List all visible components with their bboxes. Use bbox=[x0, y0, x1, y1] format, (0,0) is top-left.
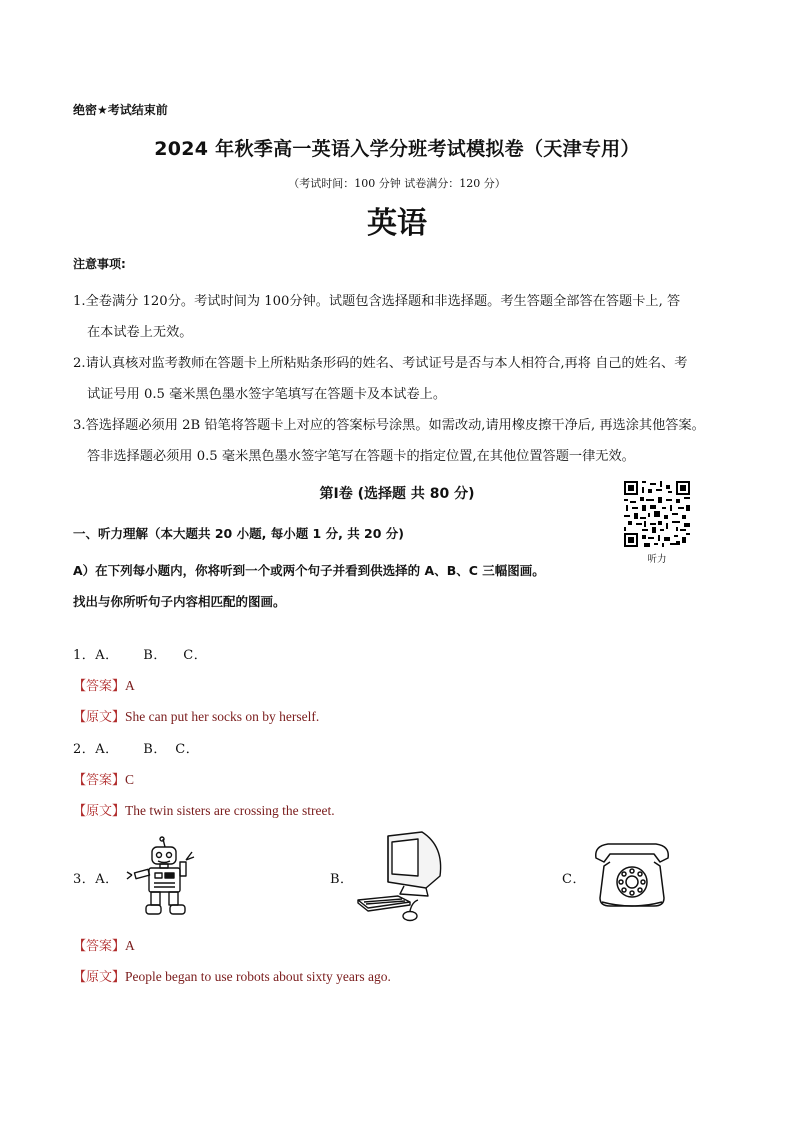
computer-icon bbox=[352, 830, 448, 922]
notice-line: 在本试卷上无效。 bbox=[87, 325, 193, 340]
notice-line: 2.请认真核对监考教师在答题卡上所粘贴条形码的姓名、考试证号是否与本人相符合,再将 自己的姓名、考 bbox=[73, 356, 688, 371]
answer-line bbox=[73, 769, 134, 788]
script-text: She can put her socks on by herself. bbox=[125, 709, 320, 724]
subject-title: 英语 bbox=[367, 206, 427, 241]
option-a: A． bbox=[95, 872, 119, 887]
question-2 bbox=[73, 738, 199, 757]
answer-value: A bbox=[125, 678, 135, 693]
answer-value: C bbox=[125, 772, 135, 787]
answer-tag: 【答案】 bbox=[73, 773, 126, 788]
robot-icon bbox=[124, 836, 204, 920]
notice-line: 1.全卷满分 120分。考试时间为 100分钟。试题包含选择题和非选择题。考生答题全部答在答题卡上, 答 bbox=[73, 294, 681, 309]
script-tag: 【原文】 bbox=[73, 804, 126, 819]
instruction-line: A）在下列每小题内，你将听到一个或两个句子并看到供选择的 A、B、C 三幅图画。 bbox=[73, 563, 545, 578]
secret-label: 绝密★考试结束前 bbox=[73, 103, 168, 117]
exam-subtitle: （考试时间：100 分钟 试卷满分：120 分） bbox=[288, 177, 506, 190]
option-a: A． bbox=[95, 742, 119, 757]
telephone-icon bbox=[590, 840, 674, 912]
option-c: C． bbox=[175, 742, 200, 757]
option-c: C． bbox=[183, 648, 208, 663]
option-b: B． bbox=[143, 742, 167, 757]
notice-heading: 注意事项: bbox=[73, 257, 126, 271]
qr-label: 听力 bbox=[647, 554, 667, 565]
section-heading: 一、听力理解（本大题共 20 小题, 每小题 1 分, 共 20 分) bbox=[73, 526, 405, 541]
script-text: People began to use robots about sixty years ago. bbox=[125, 969, 391, 984]
question-number: 1． bbox=[73, 648, 96, 663]
notice-line: 试证号用 0.5 毫米黑色墨水签字笔填写在答题卡及本试卷上。 bbox=[87, 387, 447, 402]
answer-value: A bbox=[125, 938, 135, 953]
answer-line bbox=[73, 675, 135, 694]
script-tag: 【原文】 bbox=[73, 710, 126, 725]
question-number: 3． bbox=[73, 872, 96, 887]
question-3 bbox=[73, 868, 119, 887]
option-c: C． bbox=[562, 872, 586, 887]
script-line bbox=[73, 706, 319, 725]
part-heading: 第Ⅰ卷 (选择题 共 80 分) bbox=[319, 486, 475, 502]
qr-code-icon bbox=[624, 481, 690, 547]
question-1 bbox=[73, 644, 207, 663]
notice-line: 3.答选择题必须用 2B 铅笔将答题卡上对应的答案标号涂黑。如需改动,请用橡皮擦干净后, 再选涂其他答案。 bbox=[73, 418, 705, 433]
exam-title: 2024 年秋季高一英语入学分班考试模拟卷（天津专用） bbox=[154, 138, 640, 160]
option-b: B． bbox=[330, 872, 354, 887]
answer-line bbox=[73, 935, 135, 954]
option-a: A． bbox=[95, 648, 119, 663]
script-tag: 【原文】 bbox=[73, 970, 126, 985]
notice-line: 答非选择题必须用 0.5 毫米黑色墨水签字笔写在答题卡的指定位置,在其他位置答题一律无效。 bbox=[87, 449, 635, 464]
question-number: 2． bbox=[73, 742, 96, 757]
script-text: The twin sisters are crossing the street. bbox=[125, 803, 335, 818]
answer-tag: 【答案】 bbox=[73, 679, 126, 694]
script-line bbox=[73, 800, 335, 819]
option-b: B． bbox=[143, 648, 167, 663]
answer-tag: 【答案】 bbox=[73, 939, 126, 954]
instruction-line: 找出与你所听句子内容相匹配的图画。 bbox=[73, 594, 286, 609]
script-line bbox=[73, 966, 391, 985]
